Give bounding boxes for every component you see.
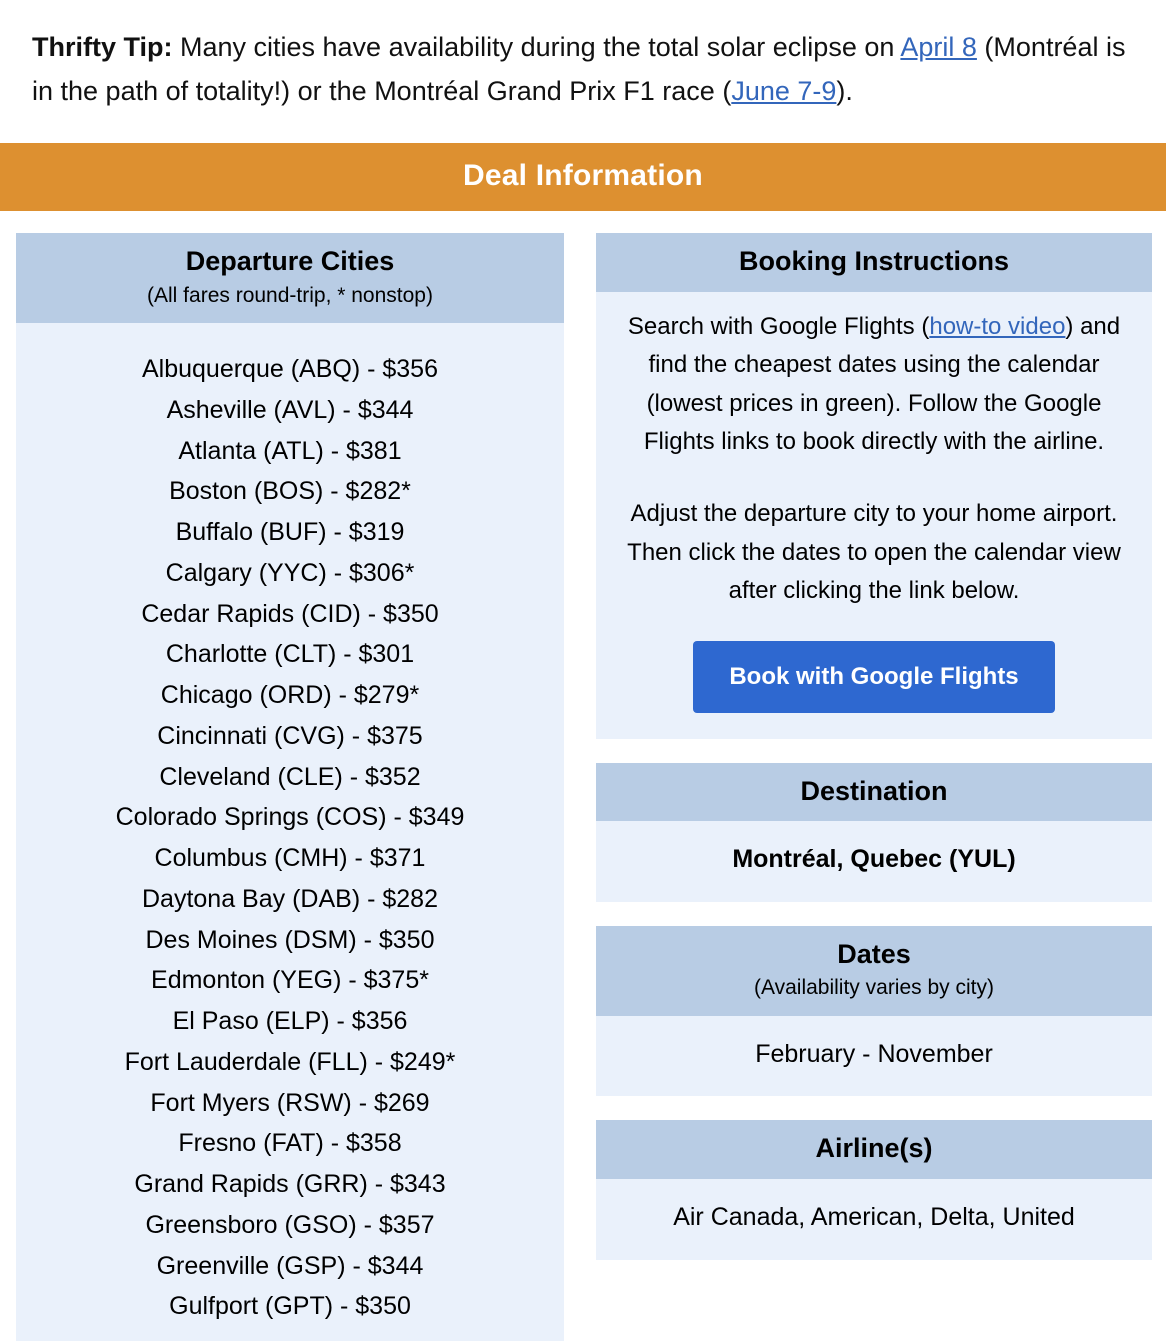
list-item: Greensboro (GSO) - $357 <box>145 1210 435 1239</box>
departure-cities-panel <box>16 233 564 1341</box>
list-item: Daytona Bay (DAB) - $282 <box>142 884 438 913</box>
list-item: Edmonton (YEG) - $375* <box>151 966 429 995</box>
destination-body <box>596 821 1152 902</box>
destination-title: Destination <box>800 775 948 806</box>
april-8-link[interactable]: April 8 <box>900 32 977 62</box>
dates-subtitle: (Availability varies by city) <box>753 976 994 1000</box>
airlines-header <box>596 1120 1152 1178</box>
deal-details-column <box>596 233 1152 1259</box>
deal-columns <box>0 211 1166 1341</box>
list-item: Boston (BOS) - $282* <box>169 477 411 506</box>
dates-body <box>596 1016 1152 1097</box>
airlines-title: Airline(s) <box>815 1133 933 1164</box>
destination-value: Montréal, Quebec (YUL) <box>732 844 1016 873</box>
departure-cities-column <box>16 233 564 1341</box>
list-item: Cincinnati (CVG) - $375 <box>157 721 423 750</box>
list-item: Colorado Springs (COS) - $349 <box>115 803 465 832</box>
airlines-value: Air Canada, American, Delta, United <box>673 1202 1075 1231</box>
list-item: Albuquerque (ABQ) - $356 <box>141 355 438 384</box>
book-button-wrapper <box>626 641 1122 713</box>
list-item: El Paso (ELP) - $356 <box>172 1007 408 1036</box>
list-item: Des Moines (DSM) - $350 <box>145 925 435 954</box>
airlines-panel <box>596 1120 1152 1259</box>
booking-paragraph-1 <box>626 308 1122 462</box>
list-item: Calgary (YYC) - $306* <box>165 558 415 587</box>
list-item: Cedar Rapids (CID) - $350 <box>141 599 439 628</box>
thrifty-tip-text-2: (Montréal is in the path of totality!) or the Montréal Grand Prix F1 race ( <box>32 32 1126 106</box>
booking-paragraph-2: Adjust the departure city to your home airport. Then click the dates to open the calendar view after clicking the link below. <box>627 500 1121 605</box>
dates-header <box>596 926 1152 1016</box>
dates-value: February - November <box>755 1039 993 1068</box>
thrifty-tip-label: Thrifty Tip: <box>32 32 173 62</box>
booking-paragraph-1-after: ) and find the cheapest dates using the calendar (lowest prices in green). Follow the Google Flights links to book directly with the airline. <box>643 312 1121 456</box>
destination-header <box>596 763 1152 821</box>
departure-cities-list <box>16 323 564 1341</box>
list-item: Fort Lauderdale (FLL) - $249* <box>124 1047 456 1076</box>
list-item: Columbus (CMH) - $371 <box>154 844 426 873</box>
list-item: Charlotte (CLT) - $301 <box>165 640 415 669</box>
dates-title: Dates <box>837 938 911 969</box>
list-item: Greenville (GSP) - $344 <box>156 1251 424 1280</box>
booking-instructions-header <box>596 233 1152 291</box>
list-item: Grand Rapids (GRR) - $343 <box>134 1170 446 1199</box>
thrifty-tip-block <box>0 0 1166 143</box>
departure-cities-header <box>16 233 564 323</box>
departure-cities-title: Departure Cities <box>185 246 395 277</box>
how-to-video-link[interactable]: how-to video <box>929 312 1066 340</box>
list-item: Fort Myers (RSW) - $269 <box>150 1088 430 1117</box>
dates-panel <box>596 926 1152 1097</box>
departure-cities-subtitle: (All fares round-trip, * nonstop) <box>147 283 433 307</box>
thrifty-tip-text-1: Many cities have availability during the total solar eclipse on <box>172 32 901 62</box>
thrifty-tip-text-3: ). <box>836 75 853 106</box>
list-item: Asheville (AVL) - $344 <box>166 395 414 424</box>
booking-paragraph-1-before: Search with Google Flights ( <box>627 312 930 340</box>
list-item: Gulfport (GPT) - $350 <box>169 1292 411 1321</box>
list-item: Cleveland (CLE) - $352 <box>159 762 421 791</box>
booking-instructions-body <box>596 292 1152 739</box>
airlines-body <box>596 1179 1152 1260</box>
booking-instructions-title: Booking Instructions <box>739 246 1009 277</box>
list-item: Buffalo (BUF) - $319 <box>175 518 405 547</box>
deal-information-banner: Deal Information <box>0 143 1166 211</box>
booking-instructions-panel <box>596 233 1152 738</box>
list-item: Chicago (ORD) - $279* <box>160 681 420 710</box>
june-7-9-link[interactable]: June 7-9 <box>731 75 837 106</box>
list-item: Fresno (FAT) - $358 <box>178 1129 402 1158</box>
list-item: Atlanta (ATL) - $381 <box>178 436 402 465</box>
book-with-google-flights-button[interactable]: Book with Google Flights <box>693 641 1054 713</box>
destination-panel <box>596 763 1152 902</box>
